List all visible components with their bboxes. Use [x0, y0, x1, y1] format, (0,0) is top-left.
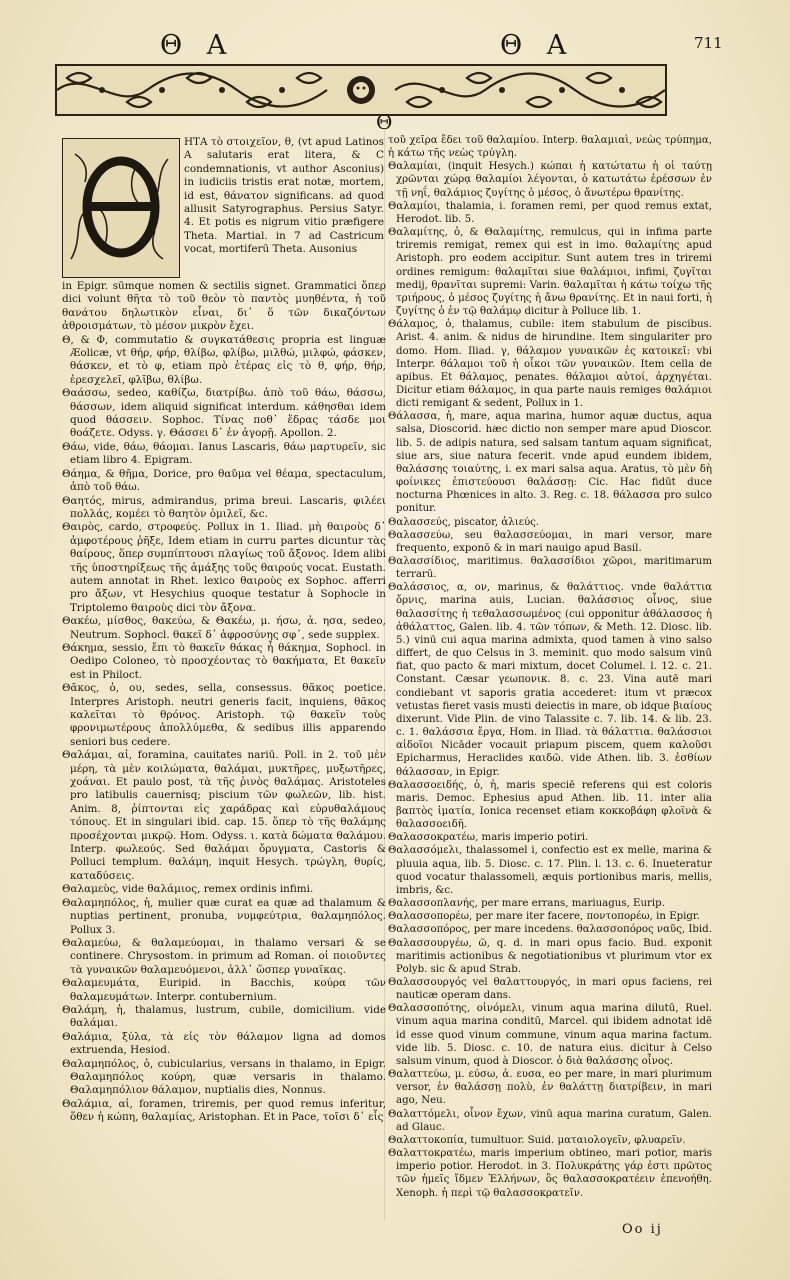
entry: Θαλαττοκρατέω, maris imperium obtineo, mari potior, maris imperio potior. Herodot. in 3. Πολυκράτης γάρ ἐστι πρῶτος τῶν ἡμεῖς ἴδμεν Ἑλλήνων, ὃς θαλασσοκρατέειν ἐπενοήθη. Xenoph. ἡ περὶ τῷ θαλασσοκρατεῖν.	[388, 1148, 712, 1199]
entry: in Epigr. sūmque nomen & sectilis signet. Grammatici ὅπερ dici volunt θῆτα τὸ τοῦ θεὸν τὸ παντὸς μυηθέντα, ἡ τοῦ θανάτου δηλωτικὸν εἶναι, δι᾽ ὅ τῶν δικαζόντων ἀθροισμάτων, τὸ μέσον μικρὸν ἔχει.	[62, 280, 386, 333]
entry: Θαλαττόμελι, οἶνον ἔχων, vinū aqua marina curatum, Galen. ad Glauc.	[388, 1108, 712, 1133]
ornamental-headband	[55, 64, 667, 116]
entry: Θαλασσοπλανής, per mare errans, mariuagus, Eurip.	[388, 898, 665, 910]
entry: Θαλαμίοι, thalamia, i. foramen remi, per quod remus extat, Herodot. lib. 5.	[388, 200, 712, 225]
left-column	[62, 280, 386, 1125]
entry: Θάω, vide, θάω, θάομαι. Ianus Lascaris, θάω μαρτυρεῖν, sic etiam libro 4. Epigram.	[62, 440, 386, 467]
entry: Θαλαττοκοπία, tumultuor. Suid. ματαιολογεῖν, φλυαρεῖν.	[388, 1134, 686, 1146]
entry: Θαλαμίαι, (inquit Hesych.) κώπαι ἡ κατώτατω ἡ οἱ ταύτῃ χρῶνται χώρᾳ θαλαμίοι λέγονται, ὁ κατωτάτω ἐρέσσων ἐν τῇ νηΐ, θαλάμιος ζυγίτης ὁ μέσος, ὁ ἄνωτέρω θρανίτης.	[388, 161, 712, 199]
right-column	[388, 134, 712, 1200]
column-gutter	[384, 130, 385, 1220]
entry: Θαλασσίδιος, maritimus. θαλασσίδιοι χῶροι, maritimarum terrarū.	[388, 556, 712, 581]
entry: Θαλασσουργέω, ῶ, q. d. in mari opus facio. Bud. exponit maritimis actionibus & negotiationibus vt plurimum vtor ex Polyb. sic & apud Strab.	[388, 937, 712, 975]
entry: Θαλασσεύω, seu θαλασσεύομαι, in mari versor, mare frequento, exponō & in mari nauigo apud Basil.	[388, 529, 712, 554]
running-header	[0, 30, 790, 64]
entry: Θαλαμηπόλος, ὁ, cubicularius, versans in thalamo, in Epigr. Θαλαμηπόλος κούρη, quæ versaris in thalamo. Θαλαμηπόλιον θάλαμον, nuptialis dies, Nonnus.	[62, 1057, 386, 1097]
entry: Θαλάμαι, αἱ, foramina, cauitates nariū. Poll. in 2. τοῦ μὲν μέρη, τὰ μὲν κοιλώματα, θαλάμαι, μυκτῆρες, μυξωτῆρες, χοάναι. Et paulo post, τὰ τῆς ῥινὸς θαλάμας. Aristoteles pro latibulis cauernisq; piscium τῶν φωλεῶν, lib. hist. Anim. 8, ῥίπτονται εἰς χαράδρας καὶ εὐρυθαλάμους τόπους. Et in singulari ibid. cap. 15. ὅπερ τὸ τῆς θαλάμης προσέχονται μικρῷ. Hom. Odyss. ι. κατὰ δώματα θαλάμου. Interp. φωλεούς. Sed θαλάμαι ὄρυγματα, Castoris & Polluci templum. θαλάμη, inquit Hesych. τρώγλη, θυρίς, καταδύσεις.	[62, 749, 386, 882]
section-letter: Θ	[376, 110, 393, 134]
entry: Θαλασσοειδής, ὁ, ἡ, maris speciē referens qui est coloris maris. Democ. Ephesius apud Athen. lib. 11. inter alia βαπτὸς ἱματία, Ionica recenset etiam κοκκοβάφη φλοϊνὰ & θαλασσοειδῆ.	[388, 779, 712, 831]
entry: Θαλάμια, αἱ, foramen, triremis, per quod remus inferitur, ὅθεν ἡ κώπη, θαλαμίας, Aristophan. Et in Pace, τοῖσι δ᾽ εἷς	[62, 1097, 386, 1124]
entry: Θάκημα, sessio, ἔπι τὸ θακεῖν θάκας ἦ θάκημα, Sophocl. in Oedipo Coloneo, τὸ προσχέοντας τὸ θακήματα, Et θακεῖν est in Philoct.	[62, 641, 386, 681]
entry: Θαλασσοκρατέω, maris imperio potiri.	[388, 832, 589, 844]
entry: Θαιρὸς, cardo, στροφεύς. Pollux in 1. Iliad. μὴ θαιροὺς δ᾽ ἀμφοτέρους ῥῆξε, Idem etiam in curru partes dicuntur τὰς θαίρους, ὅπερ συμπίπτουσι πλαγίως τοῦ ἄξονος. Idem alibi τῆς ὑποστηρίξεως τῆς ἁμάξης τοῦς θαιρούς vocat. Eustath. autem annotat in Rhet. lexico θαιροὺς ex Sophoc. afferri pro ἄξων, vt Hesychius quoque testatur à Sophocle in Triptolemo θαιροὺς dici τὸν ἄξονα.	[62, 521, 386, 614]
entry: Θαλασσοπότης, οἰνόμελι, vinum aqua marina dilutū, Ruel. vinum aqua marina conditū, Marcel. qui ibidem adnotat idē id esse quod vinum commune, vinum aqua marina factum. vide lib. 5. Diosc. c. 10. de natura eius. dicitur à Celso salsum vinum, quod à Dioscor. ὁ διὰ θαλάσσης οἶνος.	[388, 1003, 712, 1067]
entry: Θαλασσουργός vel θαλαττουργός, in mari opus faciens, rei nauticæ operam dans.	[388, 977, 712, 1002]
entry: Θαλασσοπόρος, per mare incedens. θαλασσοπόρος ναῦς, Ibid.	[388, 924, 712, 936]
entry: Θάημα, & θῆμα, Dorice, pro θαῦμα vel θέαμα, spectaculum, ἀπὸ τοῦ θάω.	[62, 467, 386, 494]
entry: Θαλασσόμελι, thalassomel i, confectio est ex melle, marina & pluuia aqua, lib. 5. Diosc. c. 17. Plin. l. 13. c. 6. Inueteratur quod vocatur thalassomeli, æquis portionibus maris, mellis, imbris, &c.	[388, 845, 712, 896]
entry: Θαλασσοπορέω, per mare iter facere, ποντοπορέω, in Epigr.	[388, 911, 700, 923]
entry: Θαλαμεύω, & θαλαμεύομαι, in thalamo versari & se continere. Chrysostom. in primum ad Roman. οἱ ποιοῦντες τὰ γυναικῶν θαλαμευόμενοι, ἀλλ᾽ ὥσπερ γυναῖκας.	[62, 936, 386, 976]
entry: Θᾶκος, ὁ, ου, sedes, sella, consessus. θᾶκος poetice. Interpres Aristoph. neutri generis facit, inquiens, θᾶκος καλεῖται τὸ θρόνος. Aristoph. τῷ θακεῖν τοὺς φρονιμωτέρους ἀπολλύμεθα, & sedibus illis apparendo seniori bus cedere.	[62, 682, 386, 748]
header-left-letters: Θ Α	[160, 30, 235, 61]
entry: Θαλαμεὺς, vide θαλάμιος, remex ordinis infimi.	[62, 883, 314, 896]
decorated-initial	[62, 138, 180, 278]
entry: Θαλαμευμάτα, Euripid. in Bacchis, κούρα τῶν θαλαμευμάτων. Interpr. contubernium.	[62, 977, 386, 1003]
entry: Θαλάσσιος, α, ον, marinus, & θαλάττιος. vnde θαλάττια ὄρνις, marina auis, Lucian. θαλάσσιος οἶνος, siue θαλασσίτης ἡ τεθαλασσωμένος (cui opponitur ἀθάλασσος ἡ ἀθάλαττος, Galen. lib. 4. τῶν τόπων, & Meth. 12. Diosc. lib. 5.) vinū cui aqua marina admixta, quod tamen à vino salso differt, de quo Celsus in 3. meminit. quo modo salsum vinū fiat, quo pacto & mari mixtum, docet Columel. l. 12. c. 21. Constant. Cæsar γεωπονικ. 8. c. 23. Vina autē mari condiebant vt saporis gratia accederet: itum vt præcox vetustas fieret vasis musti deiectis in mare, ob idque βιαίους dixerunt. Vide Plin. de vino Talassite c. 7. lib. 14. & lib. 23. c. 1. θαλάσσια ἔργα, Hom. in Iliad. τὰ θάλαττια. θαλάσσιοι αἰδοῖοι Nicāder vocauit priapum piscem, quem καλοῦσι Epicharmus, Heraclides καιδῶ. vide Athen. lib. 3. ἐσθίων θάλασσαν, in Epigr.	[388, 582, 712, 778]
initial-theta-icon	[63, 139, 178, 276]
page-number: 711	[694, 34, 723, 52]
intro-paragraph: ΗΤΑ τὸ στοιχεῖον, θ, (vt apud Latinos A salutaris erat litera, & C condemnationis, vt author Asconius) in iudiciis tristis erat notæ, mortem, id est, θάνατον significans. ad quod allusit Satyrographus. Persius Satyr. 4. Et potis es nigrum vitio præfigere Theta. Martial. in 7 ad Castricum vocat, mortiferū Theta. Ausonius	[184, 136, 384, 256]
entry: Θαλαμηπόλος, ἡ, mulier quæ curat ea quæ ad thalamum & nuptias pertinent, pronuba, νυμφεύτρια, θαλαμηπόλος. Pollux 3.	[62, 896, 386, 936]
entry: Θάλασσα, ἡ, mare, aqua marina, humor aquæ ductus, aqua salsa, Dioscorid. hæc dictio non semper mare apud Dioscor. lib. 5. de adipis natura, sed salsam tantum aquam significat, siue ars, siue natura fecerit. vnde apud eundem ibidem, θαλάσσης τοιαύτης, i. ex mari salsa aqua. Aratus, τὸ μὲν δὴ φοίνικες ἐπιστεύουσι θαλάσσῃ: Cic. Hac fidūt duce nocturna Phœnices in alto. 3. Reg. c. 18. θάλασσα pro sulco ponitur.	[388, 411, 712, 515]
entry: Θαλάμη, ἡ, thalamus, lustrum, cubile, domicilium. vide θαλάμαι.	[62, 1003, 386, 1030]
entry: Θαλασσεύς, piscator, ἁλιεύς.	[388, 516, 540, 528]
entry: Θαλαττεύω, μ. εύσω, ἀ. ευσα, eo per mare, in mari plurimum versor, ἐν θαλάσσῃ πολὺ, ἐν θαλάττῃ διατρίβειν, in mari ago, Neu.	[388, 1069, 712, 1107]
entry: Θάλαμος, ὁ, thalamus, cubile: item stabulum de piscibus. Arist. 4. anim. & nidus de hirundine. Item singulariter pro domo. Hom. Iliad. γ, θάλαμον γυναικῶν ἐς κατοικεῖ: vbi Interpr. θάλαμοι τοῦ ἡ οἶκοι τῶν γυναικῶν. Item cella de apibus. Et θάλαμος, penates. θάλαμοι αὐτοί, ἀρχηγέται. Dicitur etiam θάλαμος, in qua parte nauis remiges θαλάμιοι dicti remigant & sedent, Pollux in 1.	[388, 319, 712, 410]
entry: Θ, & Φ, commutatio & συγκατάθεσις propria est linguæ Æolicæ, vt θήρ, φήρ, θλίβω, φλίβω, μιλθώ, μιλφώ, φάσκεν, θάσκεν, et τὸ φ, etiam πρὸ ἑτέρας εἰς τὸ θ, φήρ, θήρ, ἐρεσχελεῖ, φλῖβω, θλίβω.	[62, 333, 386, 386]
entry: Θακέω, μίσθος, θακεύω, & Θακέω, μ. ήσω, ἀ. ησα, sedeo, Neutrum. Sophocl. θακεῖ δ᾽ ἀφροσύνης σφ᾽, sede supplex.	[62, 615, 386, 641]
signature-mark: Oo ij	[622, 1222, 663, 1237]
entry: Θαλαμίτης, ὁ, & Θαλαμίτης, remulcus, qui in infima parte triremis remigat, remex qui est in imo. θαλαμίτης apud Aristoph. pro eodem accipitur. Sunt autem tres in triremi ordines remigum: θαλαμῖται siue θαλάμιοι, infimi, ζυγῖται medij, θρανῖται supremi: Varin. θαλαμῖται ἡ κάτω τοίχω τῆς τριήρους, ὁ μέσος ζυγίτης ἡ ἄνω θρανίτης. Et in naui forti, ἡ ζυγίτης ὁ ἐν τῷ θαλάμῳ dicitur à Polluce lib. 1.	[388, 227, 712, 318]
entry: Θαητός, mirus, admirandus, prima breui. Lascaris, φιλέει πολλάς, κομέει τὸ θαητὸν ὁμιλεῖ, &c.	[62, 494, 386, 520]
header-right-letters: Θ Α	[500, 30, 575, 61]
entry: Θαάσσω, sedeo, καθίζω, διατρίβω. ἀπὸ τοῦ θάω, θάσσω, θάσσων, idem aliquid significat interdum. κάθησθαι idem quod θάσσειν. Sophoc. Τίνας ποθ᾽ ἕδρας τάσδε μοι θοάζετε. Odyss. γ. Θάσσει δ᾽ ἐν ἀγορῇ. Apollon. 2.	[62, 387, 386, 440]
foliage-ornament-icon	[57, 66, 665, 114]
entry: τοῦ χεῖρα ἔδει τοῦ θαλαμίου. Interp. θαλαμιαὶ, νεὼς τρύπημα, ἡ κάτω τῆς νεὼς τρύγλη.	[388, 135, 712, 160]
entry: Θαλάμια, ξύλα, τὰ εἰς τὸν θάλαμον ligna ad domos extruenda, Hesiod.	[62, 1030, 386, 1057]
